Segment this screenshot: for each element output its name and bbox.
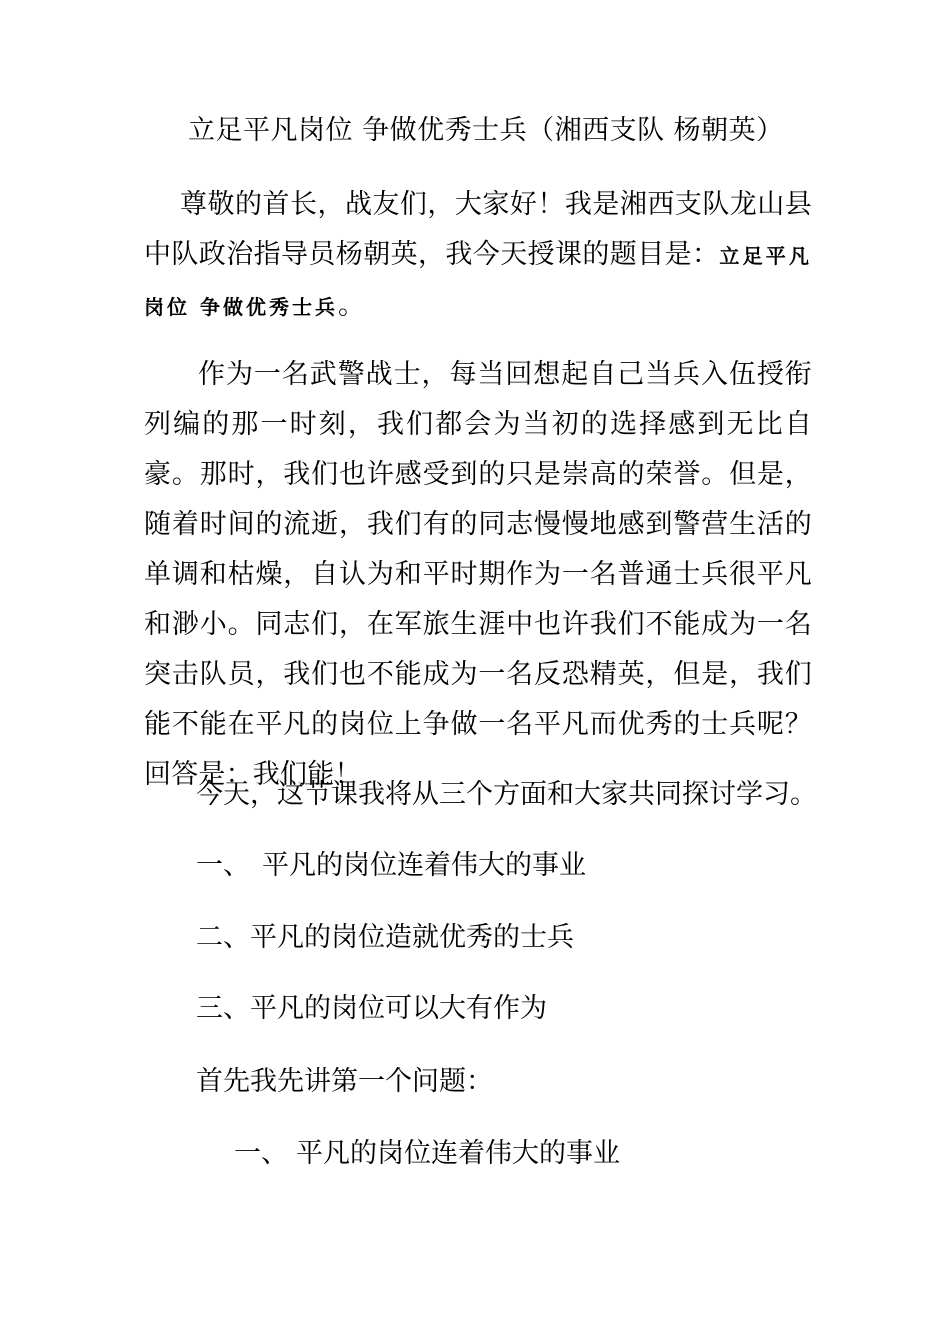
greeting-text: 尊敬的首长，战友们，大家好！我是湘西支队龙山县中队政治指导员杨朝英，我今天授课的题目是：	[144, 189, 812, 270]
section-number: 一、	[234, 1138, 288, 1169]
outline-text: 平凡的岗位造就优秀的士兵	[250, 922, 574, 953]
outline-item-2	[196, 918, 574, 958]
outline-text: 平凡的岗位连着伟大的事业	[262, 850, 586, 881]
outline-number: 一、	[196, 850, 250, 881]
first-point-line: 首先我先讲第一个问题：	[196, 1066, 493, 1097]
greeting-paragraph	[144, 180, 812, 332]
outline-number: 二、	[196, 922, 250, 953]
outline-number: 三、	[196, 993, 250, 1024]
outline-text: 平凡的岗位可以大有作为	[250, 993, 547, 1024]
outline-item-1	[196, 846, 586, 886]
section-heading-text: 平凡的岗位连着伟大的事业	[296, 1138, 620, 1169]
greeting-end: 。	[337, 290, 366, 321]
intro-line: 今天，这节课我将从三个方面和大家共同探讨学习。	[196, 779, 817, 810]
section-heading	[234, 1134, 620, 1174]
lecture-topic: 立足平凡岗位 争做优秀士兵	[144, 244, 813, 319]
outline-item-3	[196, 989, 547, 1029]
document-title: 立足平凡岗位 争做优秀士兵（湘西支队 杨朝英）	[188, 115, 784, 146]
body-paragraph: 作为一名武警战士，每当回想起自己当兵入伍授衔列编的那一时刻，我们都会为当初的选择感到无比自豪。那时，我们也许感受到的只是崇高的荣誉。但是，随着时间的流逝，我们有的同志慢慢地感到警营生活的单调和枯燥，自认为和平时期作为一名普通士兵很平凡和渺小。同志们，在军旅生涯中也许我们不能成为一名突击队员，我们也不能成为一名反恐精英，但是，我们能不能在平凡的岗位上争做一名平凡而优秀的士兵呢？回答是：我们能！	[144, 359, 812, 790]
